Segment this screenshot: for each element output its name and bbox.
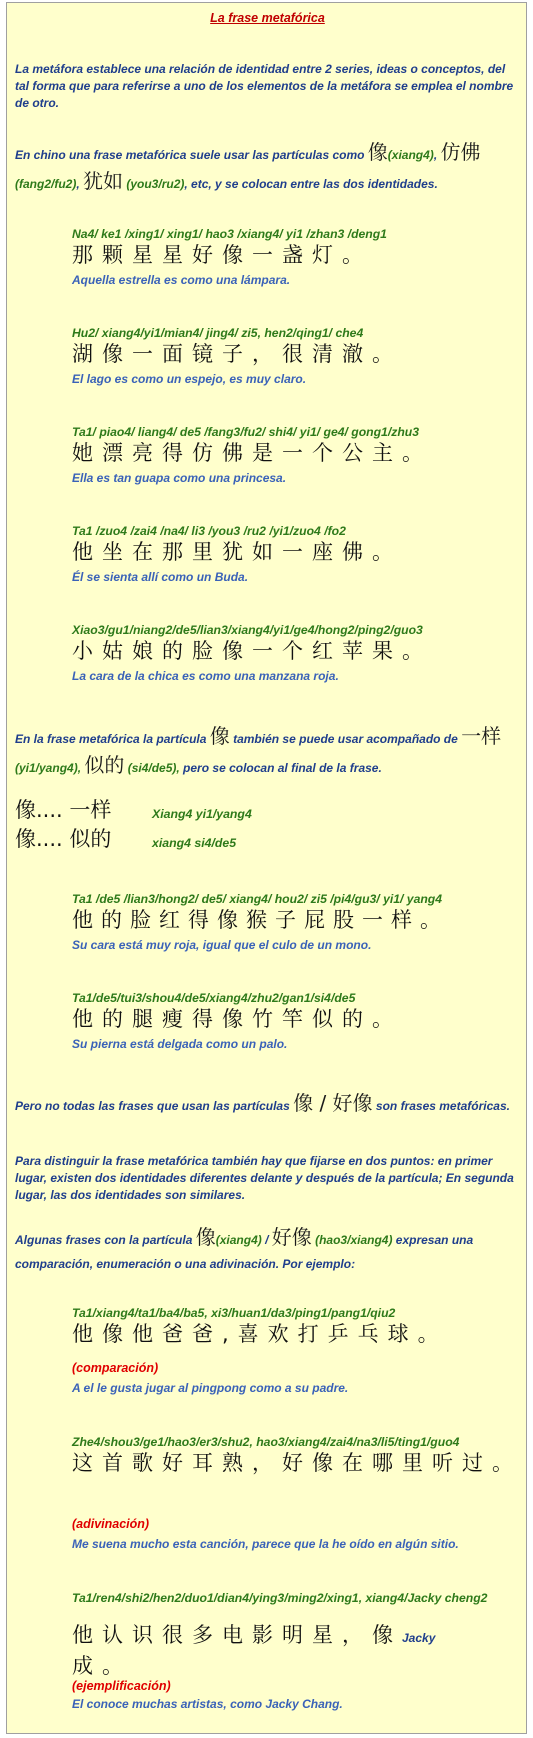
pattern-pinyin: Xiang4 yi1/yang4	[152, 807, 252, 821]
example-translation: A el le gusta jugar al pingpong como a su padre.	[72, 1381, 349, 1395]
example-pinyin: Ta1/xiang4/ta1/ba4/ba5, xi3/huan1/da3/ping1/pang1/qiu2	[72, 1306, 396, 1320]
example-hanzi: 他坐在那里犹如一座佛。	[72, 540, 402, 564]
example-tag: (adivinación)	[72, 1517, 150, 1531]
example-pinyin: Ta1/de5/tui3/shou4/de5/xiang4/zhu2/gan1/si4/de5	[72, 991, 356, 1005]
example-hanzi: 她漂亮得仿佛是一个公主。	[72, 441, 432, 465]
example-pinyin: Ta1/ piao4/ liang4/ de5 /fang3/fu2/ shi4/ yi1/ ge4/ gong1/zhu3	[72, 425, 419, 439]
example-translation: El conoce muchas artistas, como Jacky Chang.	[72, 1697, 343, 1711]
example-pinyin: Ta1/ren4/shi2/hen2/duo1/dian4/ying3/ming2/xing1, xiang4/Jacky cheng2	[72, 1591, 488, 1605]
final-particle-paragraph: En la frase metafórica la partícula 像 también se puede usar acompañado de 一样 (yi1/yang4), 似的 (si4/de5), pero se colocan al final de la frase.	[15, 724, 502, 777]
example-pinyin: Zhe4/shou3/ge1/hao3/er3/shu2, hao3/xiang4/zai4/na3/li5/ting1/guo4	[72, 1435, 460, 1449]
example-hanzi: 他像他爸爸,喜欢打乒乓球。	[72, 1322, 448, 1346]
example-hanzi: 湖像一面镜子，很清澈。	[72, 342, 402, 366]
pattern-hanzi: 像.... 一样	[15, 798, 112, 822]
pattern-hanzi: 像.... 似的	[15, 827, 112, 851]
example-translation: Ella es tan guapa como una princesa.	[72, 471, 287, 485]
example-translation: Aquella estrella es como una lámpara.	[72, 273, 291, 287]
example-translation: El lago es como un espejo, es muy claro.	[72, 372, 307, 386]
example-hanzi: 这首歌好耳熟，好像在哪里听过。	[72, 1451, 522, 1475]
example-translation: Él se sienta allí como un Buda.	[72, 570, 249, 584]
pattern-pinyin: xiang4 si4/de5	[152, 836, 237, 850]
document-page	[6, 2, 527, 1734]
particles-intro-paragraph: En chino una frase metafórica suele usar las partículas como 像(xiang4), 仿佛(fang2/fu2), 犹如 (you3/ru2), etc, y se colocan entre las dos identidades.	[15, 140, 481, 193]
example-tag: (comparación)	[72, 1361, 159, 1375]
example-hanzi: 那颗星星好像一盏灯。	[72, 243, 372, 267]
example-hanzi: 小姑娘的脸像一个红苹果。	[72, 639, 432, 663]
intro-paragraph: La metáfora establece una relación de identidad entre 2 series, ideas o conceptos, del tal forma que para referirse a uno de los elementos de la metáfora se emplea el nombre de otro.	[15, 62, 514, 110]
example-translation: Su pierna está delgada como un palo.	[72, 1037, 288, 1051]
example-pinyin: Hu2/ xiang4/yi1/mian4/ jing4/ zi5, hen2/qing1/ che4	[72, 326, 364, 340]
some-phrases-paragraph: Algunas frases con la partícula 像(xiang4) / 好像 (hao3/xiang4) expresan una comparación, enumeración o una adivinación. Por ejemplo:	[15, 1225, 474, 1271]
example-translation: Su cara está muy roja, igual que el culo de un mono.	[72, 938, 372, 952]
example-translation: Me suena mucho esta canción, parece que la he oído en algún sitio.	[72, 1537, 459, 1551]
example-hanzi: 他的腿瘦得像竹竿似的。	[72, 1007, 402, 1031]
example-pinyin: Xiao3/gu1/niang2/de5/lian3/xiang4/yi1/ge4/hong2/ping2/guo3	[72, 623, 423, 637]
example-pinyin: Ta1 /zuo4 /zai4 /na4/ li3 /you3 /ru2 /yi1/zuo4 /fo2	[72, 524, 346, 538]
page-title: La frase metafórica	[210, 11, 325, 25]
example-hanzi: 他认识很多电影明星，像Jacky 成。	[72, 1623, 436, 1678]
example-pinyin: Ta1 /de5 /lian3/hong2/ de5/ xiang4/ hou2/ zi5 /pi4/gu3/ yi1/ yang4	[72, 892, 443, 906]
example-pinyin: Na4/ ke1 /xing1/ xing1/ hao3 /xiang4/ yi1 /zhan3 /deng1	[72, 227, 387, 241]
example-translation: La cara de la chica es como una manzana roja.	[72, 669, 339, 683]
not-all-paragraph: Pero no todas las frases que usan las partículas 像 / 好像 son frases metafóricas.	[15, 1091, 510, 1115]
distinguish-paragraph: Para distinguir la frase metafórica también hay que fijarse en dos puntos: en primer lugar, existen dos identidades diferentes delante y después de la partícula; En segunda lugar, las dos identidades son similares.	[15, 1154, 514, 1202]
example-hanzi: 他的脸红得像猴子屁股一样。	[72, 908, 449, 932]
example-tag: (ejemplificación)	[72, 1679, 171, 1693]
